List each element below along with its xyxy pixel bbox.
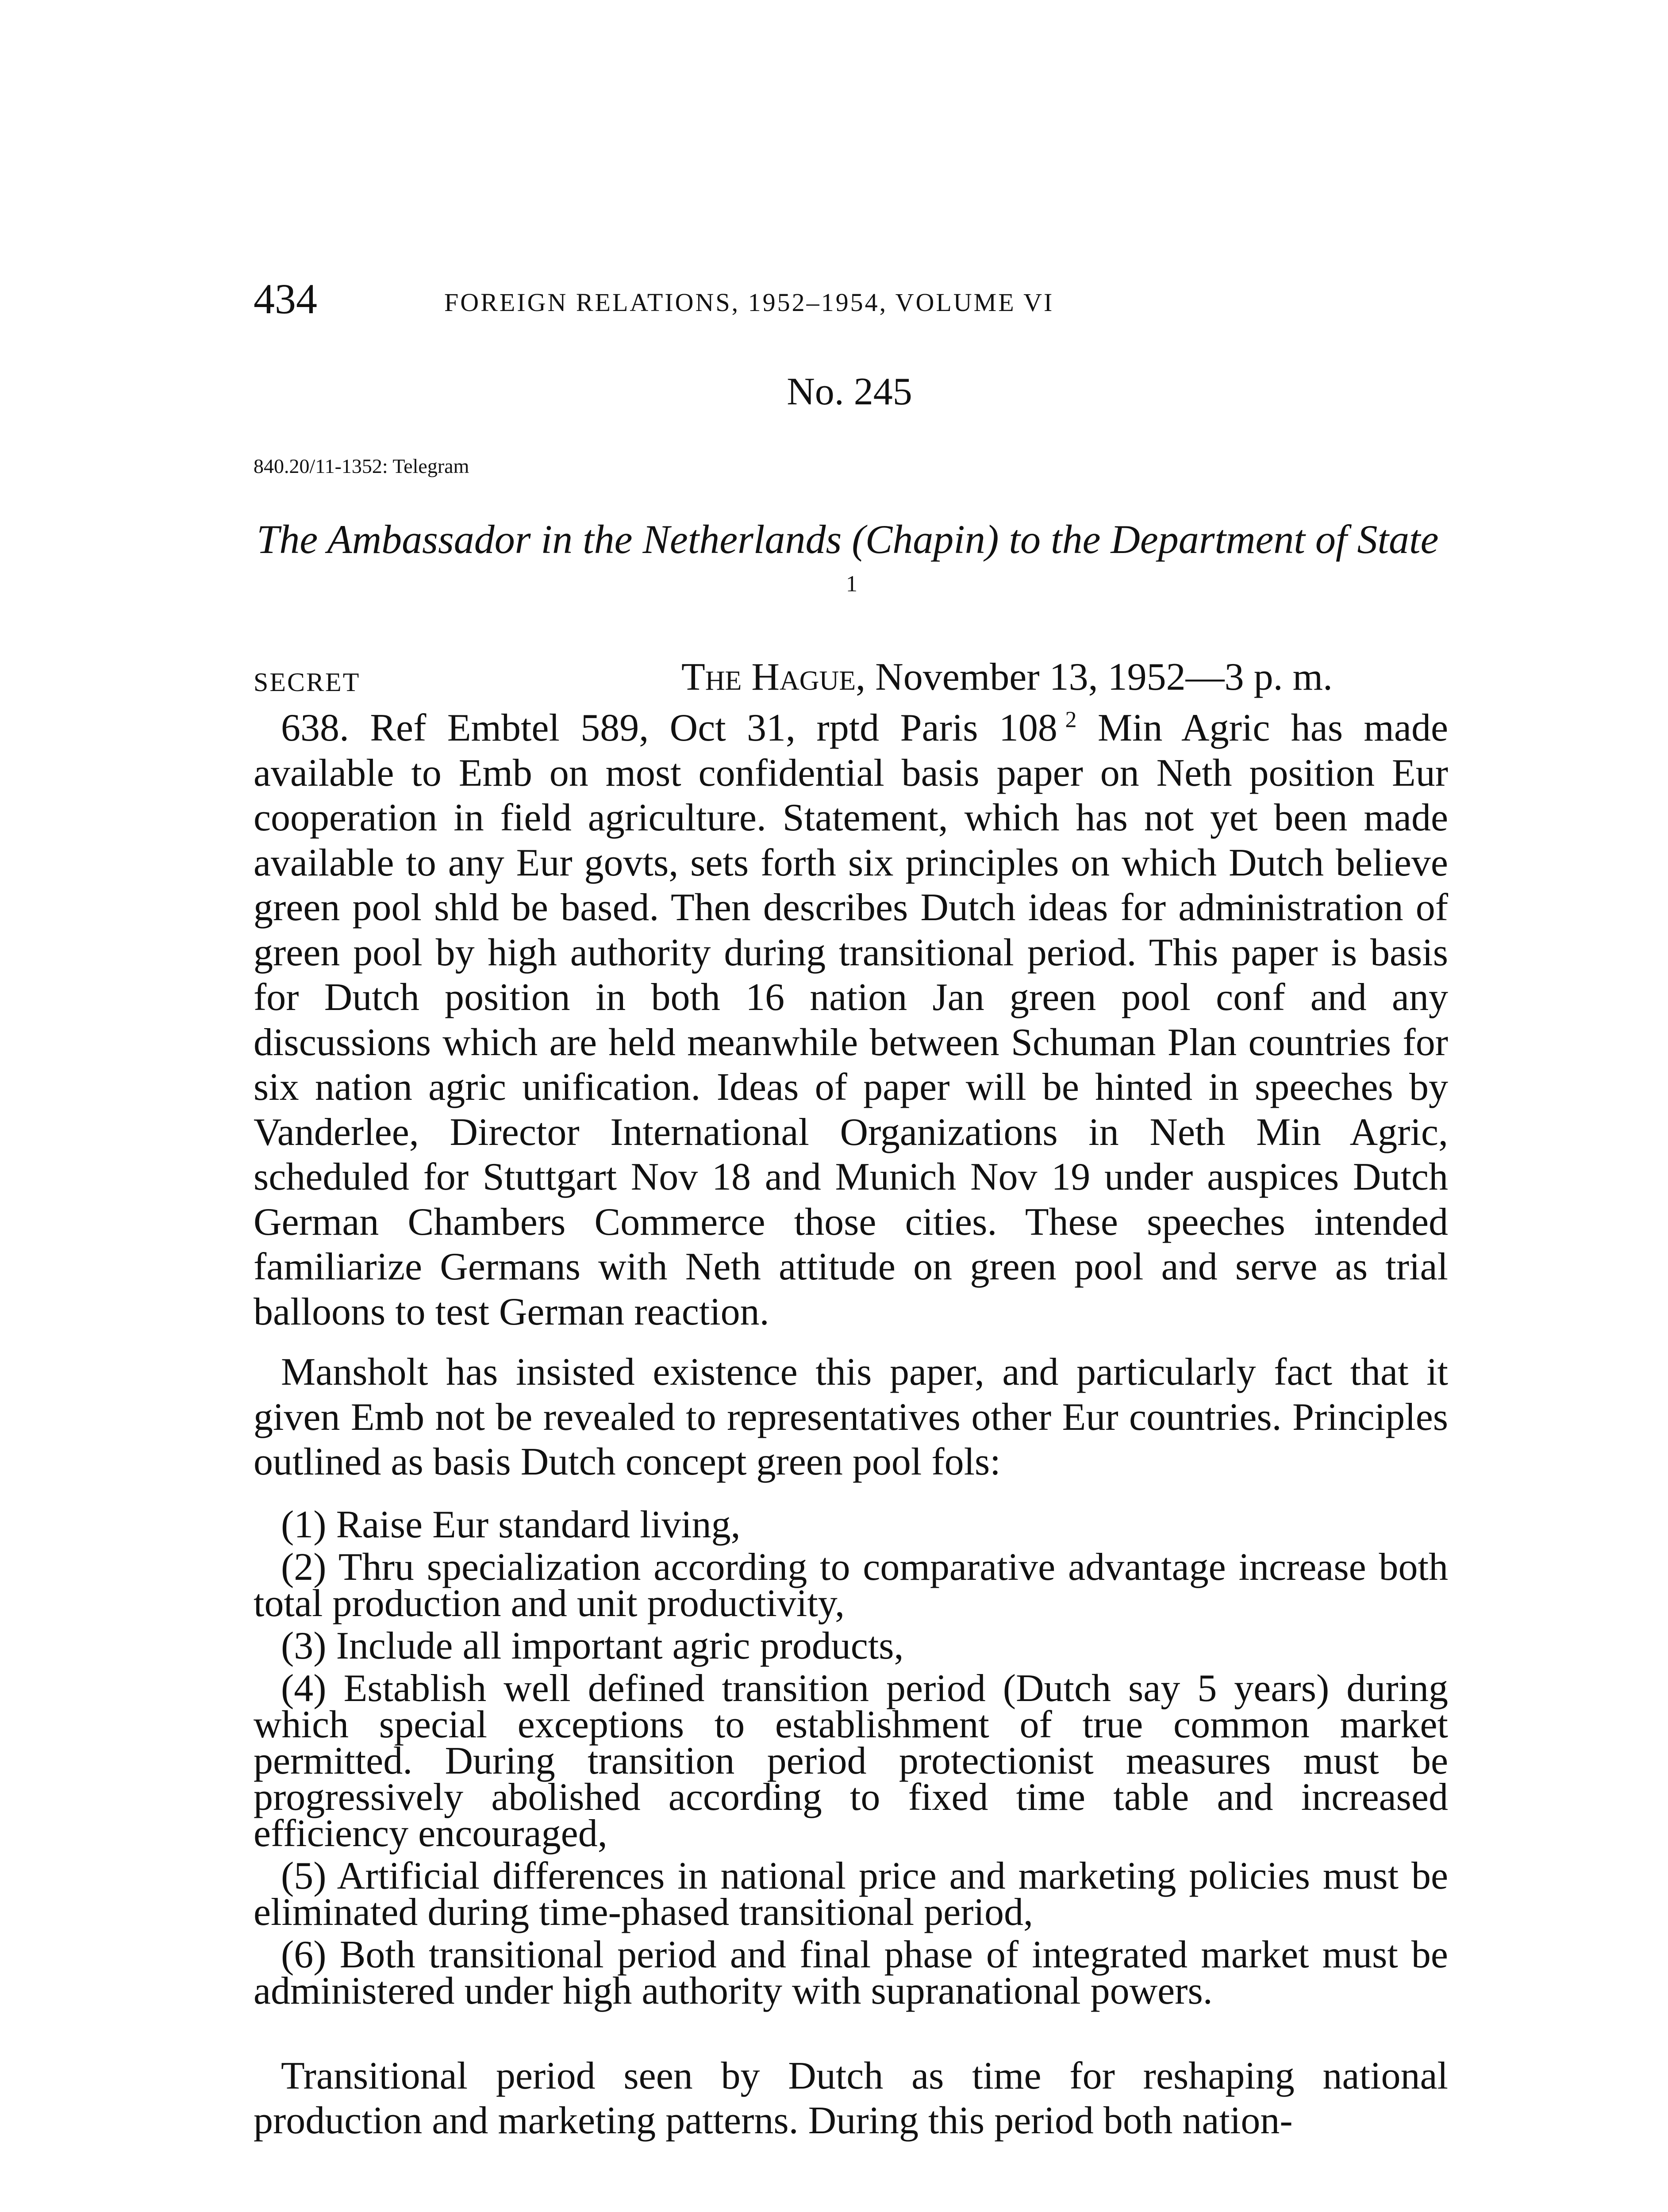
paragraph-3: Transitional period seen by Dutch as time for reshaping national production and marketing patterns. During this period both nation- [254,2054,1448,2142]
paragraph-1-lead: 638. Ref Embtel 589, Oct 31, rptd Paris 108 [281,707,1057,749]
telegram-body [254,706,1448,2143]
dateline-place: The Hague, [681,656,866,699]
principle-item: (1) Raise Eur standard living, [281,1503,741,1546]
file-reference: 840.20/11-1352: Telegram [254,455,469,477]
document-title [254,513,1450,618]
footnote-ref-2: 2 [1065,707,1077,733]
footnote-ref-1: 1 [846,571,857,597]
paragraph-2: Mansholt has insisted existence this paper, and particularly fact that it given Emb not be revealed to representatives other Eur countries. Principles outlined as basis Dutch concept green pool fols: [254,1351,1448,1483]
page-number: 434 [254,275,317,323]
principle-item: (2) Thru specialization according to comparative advantage increase both total production and unit productivity, [254,1545,1448,1625]
document-title-text: The Ambassador in the Netherlands (Chapin) to the Department of State [257,517,1439,562]
paragraph-1-rest: Min Agric has made available to Emb on most confidential basis paper on Neth position Eur cooperation in field agriculture. Statement, which has not yet been made available to any Eur govts, sets forth six principles on which Dutch believe green pool shld be based. Then describes Dutch ideas for administration of green pool by high authority during transitional period. This paper is basis for Dutch position in both 16 nation Jan green pool conf and any discussions which are held meanwhile between Schuman Plan countries for six nation agric unification. Ideas of paper will be hinted in speeches by Vanderlee, Director International Organizations in Neth Min Agric, scheduled for Stuttgart Nov 18 and Munich Nov 19 under auspices Dutch German Chambers Commerce those cities. These speeches intended familiarize Germans with Neth attitude on green pool and serve as trial balloons to test German reaction. [254,707,1448,1333]
paragraph-1 [254,706,1448,1334]
dateline [681,655,1333,699]
document-number: No. 245 [787,370,912,413]
principle-item: (6) Both transitional period and final phase of integrated market must be administered under high authority with supranational powers. [254,1933,1448,2012]
principle-item: (3) Include all important agric products, [281,1624,904,1667]
dateline-date: November 13, 1952—3 p. m. [875,656,1333,699]
running-title: FOREIGN RELATIONS, 1952–1954, VOLUME VI [444,288,1054,317]
principle-item: (4) Establish well defined transition period (Dutch say 5 years) during which special exceptions to establishment of true common market permitted. During transition period protectionist measures must be progressively abolished according to fixed time table and increased efficiency encouraged, [254,1667,1448,1855]
page-header [254,274,1448,323]
classification: SECRET [254,668,361,697]
principle-item: (5) Artificial differences in national price and marketing policies must be eliminated during time-phased transitional period, [254,1854,1448,1934]
principles-list [254,1503,1448,2012]
